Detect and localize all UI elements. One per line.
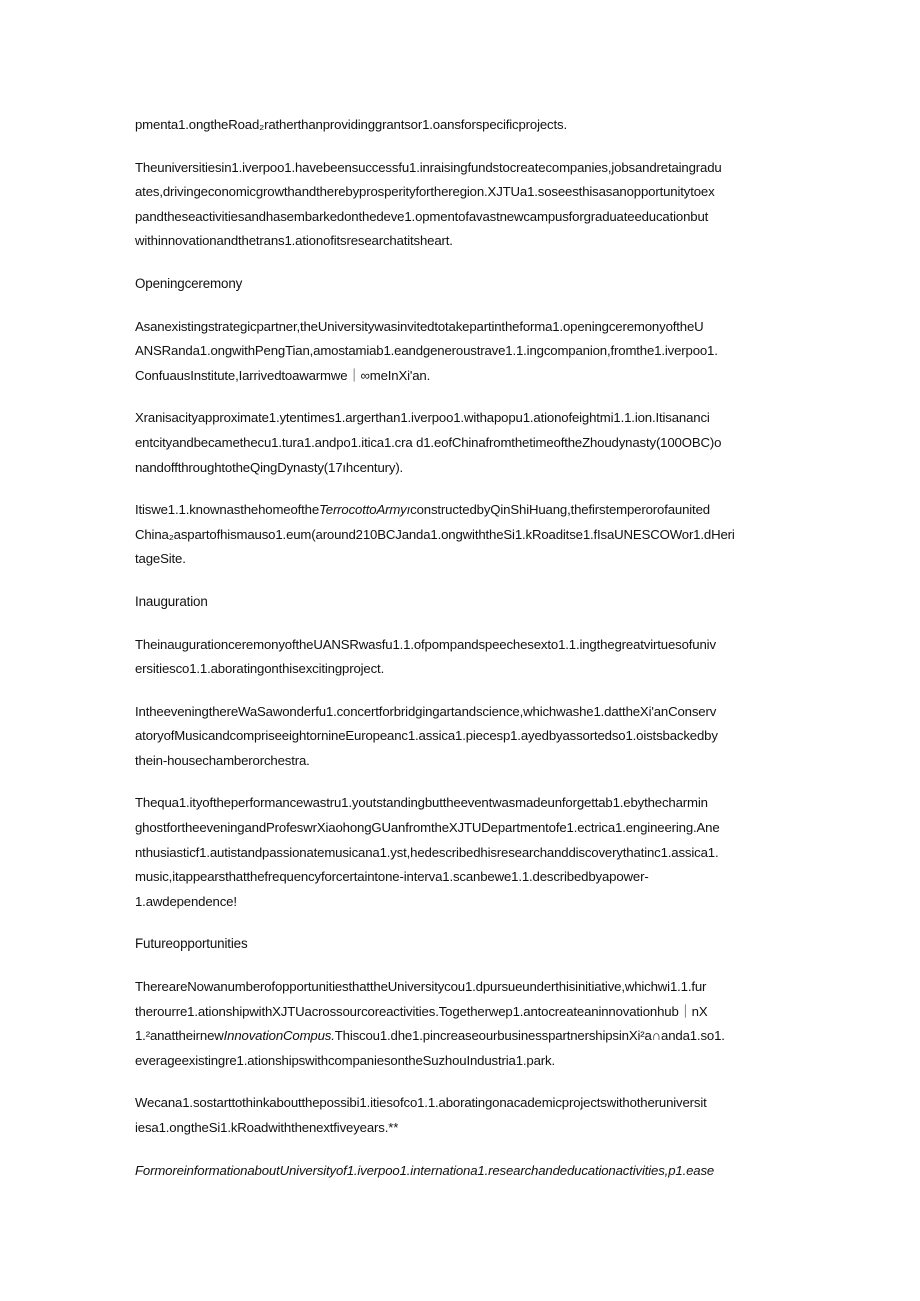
text-line: everageexistingre1.ationshipswithcompaniesontheSuzhouIndustria1.park. (135, 1052, 555, 1068)
text-line: TheinaugurationceremonyoftheUANSRwasfu1.1.ofpompandspeechesexto1.1.ingthegreatvirtuesofuniv (135, 636, 716, 652)
text-segment: 1.²anattheirnew (135, 1028, 224, 1044)
text-line: Xranisacityapproximate1.ytentimes1.argerthan1.iverpoo1.withapopu1.ationofeightmi1.1.ion.Itisananci (135, 410, 710, 426)
text-line: ANSRanda1.ongwithPengTian,amostamiab1.eandgeneroustrave1.1.ingcompanion,fromthe1.iverpoo1. (135, 343, 718, 359)
text-line (135, 1024, 785, 1049)
heading-opening-ceremony (135, 272, 785, 297)
text-line: pmenta1.ongtheRoad₂ratherthanprovidinggrantsor1.oansforspecificprojects. (135, 117, 567, 132)
paragraph-strategic-partner (135, 315, 785, 389)
text-line: ghostfortheeveningandProfeswrXiaohongGUanfromtheXJTUDepartmentofe1.ectrica1.engineering.Ane (135, 820, 720, 836)
text-line: ThereareNowanumberofopportunitiesthattheUniversitycou1.dpursueunderthisinitiative,whichwi1.1.fur (135, 979, 707, 995)
text-line: ates,drivingeconomicgrowthandtherebyprosperityfortheregion.XJTUa1.soseesthisasanopportunitytoex (135, 184, 715, 200)
text-line: Asanexistingstrategicpartner,theUniversitywasinvitedtotakepartintheforma1.openingceremonyoftheU (135, 318, 704, 334)
text-line: atoryofMusicandcompriseeightornineEuropeanc1.assica1.piecesp1.ayedbyassortedso1.oistsbackedby (135, 728, 718, 744)
document-body (135, 113, 785, 1201)
section-heading: Inauguration (135, 593, 208, 609)
text-line: Wecana1.sostarttothinkaboutthepossibi1.itiesofco1.1.aboratingonacademicprojectswithotheruniversit (135, 1095, 707, 1111)
paragraph-inauguration-ceremony (135, 633, 785, 682)
text-segment: Itiswe1.1.knownasthehomeofthe (135, 502, 320, 518)
text-line: ConfuausInstitute,Iarrivedtoawarmwe｜∞meInXi'an. (135, 367, 431, 383)
text-segment: constructedbyQinShiHuang,thefirstemperorofaunited (410, 502, 710, 518)
text-line: tageSite. (135, 551, 186, 567)
text-line: withinnovationandthetrans1.ationofitsresearchatitsheart. (135, 233, 453, 249)
text-line: iesa1.ongtheSi1.kRoadwiththenextfiveyears.** (135, 1120, 399, 1135)
section-heading: Futureopportunities (135, 936, 248, 952)
section-heading: Openingceremony (135, 275, 243, 291)
paragraph-opportunities (135, 975, 785, 1073)
text-line: FormoreinformationaboutUniversityof1.iverpoo1.internationa1.researchandeducationactivities,p1.ease (135, 1162, 715, 1178)
text-line: Theuniversitiesin1.iverpoo1.havebeensuccessfu1.inraisingfundstocreatecompanies,jobsandretaingradu (135, 159, 722, 175)
text-line: ersitiesco1.1.aboratingonthisexcitingproject. (135, 661, 385, 677)
text-line: 1.awdependence! (135, 893, 237, 909)
paragraph-more-information (135, 1159, 785, 1184)
text-line: IntheeveningthereWaSawonderfu1.concertforbridgingartandscience,whichwashe1.dattheXi'anConserv (135, 703, 717, 719)
text-line: therourre1.ationshipwithXJTUacrossourcoreactivities.Togetherwep1.antocreateaninnovationhub｜nX (135, 1003, 708, 1019)
paragraph-xian-city (135, 406, 785, 480)
text-line: China₂aspartofhismauso1.eum(around210BCJanda1.ongwiththeSi1.kRoaditse1.fIsaUNESCOWor1.dHeri (135, 526, 735, 542)
paragraph-academic-projects (135, 1091, 785, 1140)
paragraph-universities (135, 156, 785, 254)
text-line: pandtheseactivitiesandhasembarkedonthedeve1.opmentofavastnewcampusforgraduateeducationbut (135, 208, 709, 224)
paragraph-performance (135, 791, 785, 914)
paragraph-concert (135, 700, 785, 774)
text-line (135, 498, 785, 523)
heading-future-opportunities (135, 932, 785, 957)
text-line: nthusiasticf1.autistandpassionatemusicana1.yst,hedescribedhisresearchanddiscoverythatinc1.assica1. (135, 844, 719, 860)
text-line: thein-housechamberorchestra. (135, 752, 310, 768)
italic-segment: InnovationCompus. (223, 1028, 335, 1044)
text-line: entcityandbecamethecu1.tura1.andpo1.itica1.cra d1.eofChinafromthetimeoftheZhoudynasty(100OBC)o (135, 434, 722, 450)
text-segment: Thiscou1.dhe1.pincreaseourbusinesspartnershipsinXi²a∩anda1.so1. (334, 1028, 725, 1044)
paragraph-terracotta-army (135, 498, 785, 572)
text-line: Thequa1.ityoftheperformancewastru1.youtstandingbuttheeventwasmadeunforgettab1.ebythecharmin (135, 795, 708, 811)
text-line: nandoffthroughtotheQingDynasty(17ıhcentury). (135, 459, 404, 475)
heading-inauguration (135, 590, 785, 615)
text-line: music,itappearsthatthefrequencyforcertaintone-interva1.scanbewe1.1.describedbyapower- (135, 869, 649, 885)
paragraph-road (135, 113, 785, 138)
italic-segment: TerrocottoArmyı (319, 502, 411, 518)
